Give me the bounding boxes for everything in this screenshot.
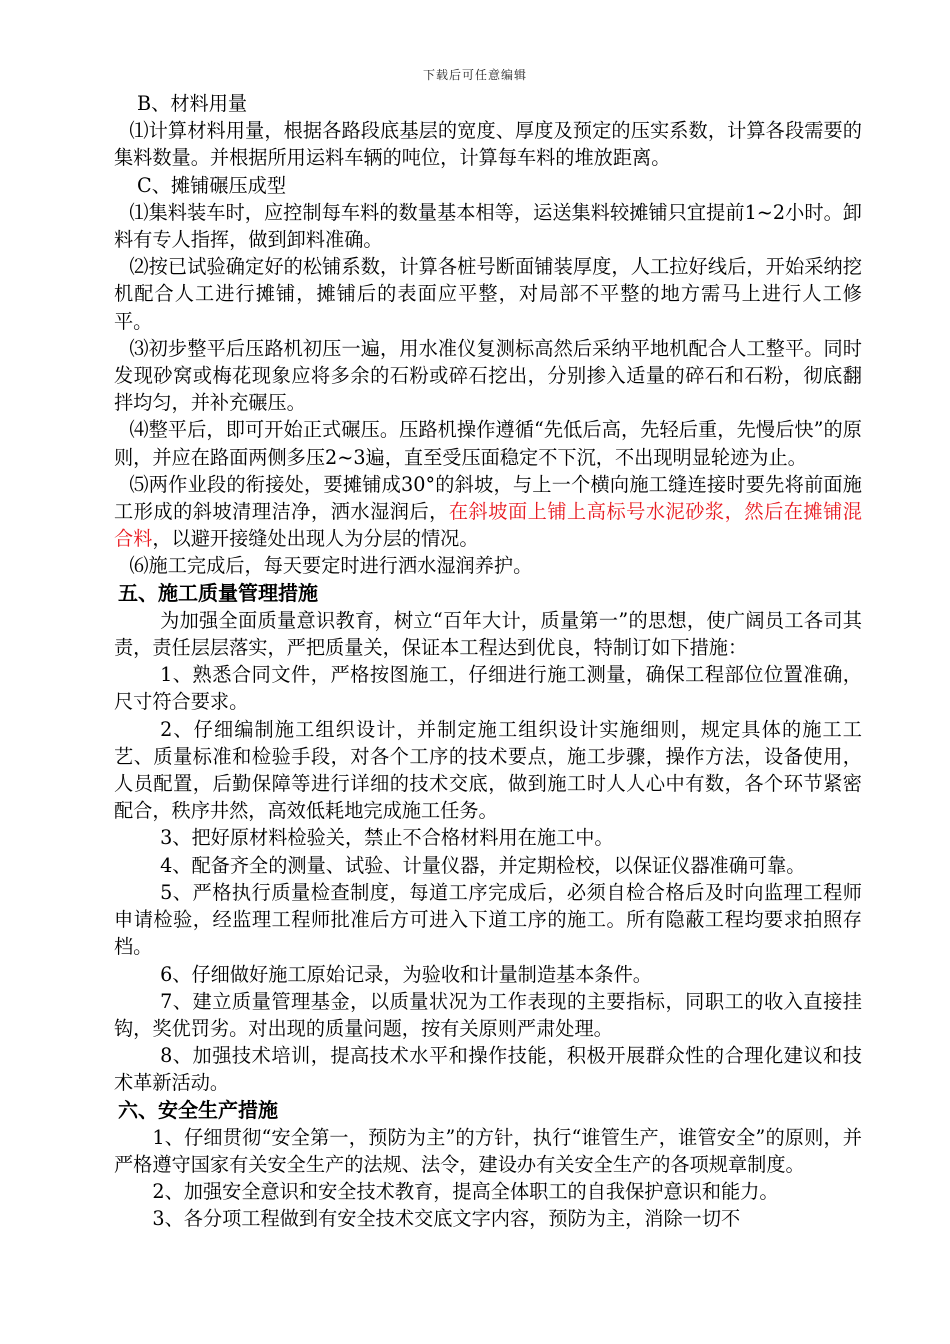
paragraph-c5 bbox=[114, 471, 862, 553]
page-header: 下载后可任意编辑 bbox=[422, 68, 527, 82]
section-6-heading: 六、安全生产措施 bbox=[118, 1097, 278, 1122]
section-5-heading: 五、施工质量管理措施 bbox=[118, 580, 318, 605]
paragraph-q6: 6、仔细做好施工原始记录，为验收和计量制造基本条件。 bbox=[160, 962, 652, 986]
paragraph-q7: 7、建立质量管理基金，以质量状况为工作表现的主要指标，同职工的收入直接挂钩，奖优罚劣。对出现的质量问题，按有关原则严肃处理。 bbox=[114, 989, 862, 1040]
paragraph-q2: 2、仔细编制施工组织设计，并制定施工组织设计实施细则，规定具体的施工工艺、质量标准和检验手段，对各个工序的技术要点，施工步骤，操作方法，设备使用，人员配置，后勤保障等进行详细的技术交底，做到施工时人人心中有数，各个环节紧密配合，秩序井然，高效低耗地完成施工任务。 bbox=[114, 717, 862, 823]
paragraph-c5-part2: ，以避开接缝处出现人为分层的情况。 bbox=[152, 527, 479, 551]
paragraph-c1: ⑴集料装车时，应控制每车料的数量基本相等，运送集料较摊铺只宜提前1~2小时。卸料有专人指挥，做到卸料准确。 bbox=[114, 200, 862, 252]
paragraph-q3: 3、把好原材料检验关，禁止不合格材料用在施工中。 bbox=[160, 826, 614, 850]
subsection-b-title: B、材料用量 bbox=[137, 92, 248, 115]
paragraph-c6: ⑹施工完成后，每天要定时进行洒水湿润养护。 bbox=[129, 554, 533, 578]
paragraph-c3: ⑶初步整平后压路机初压一遍，用水准仪复测标高然后采纳平地机配合人工整平。同时发现砂窝或梅花现象应将多余的石粉或碎石挖出，分别掺入适量的碎石和石粉，彻底翻拌均匀，并补充碾压。 bbox=[114, 336, 862, 415]
paragraph-c4: ⑷整平后，即可开始正式碾压。压路机操作遵循“先低后高，先轻后重，先慢后快”的原则，并应在路面两侧多压2~3遍，直至受压面稳定不下沉，不出现明显轮迹为止。 bbox=[114, 418, 862, 469]
paragraph-b1: ⑴计算材料用量，根据各路段底基层的宽度、厚度及预定的压实系数，计算各段需要的集料数量。并根据所用运料车辆的吨位，计算每车料的堆放距离。 bbox=[114, 119, 862, 170]
paragraph-q1: 1、熟悉合同文件，严格按图施工，仔细进行施工测量，确保工程部位位置准确，尺寸符合要求。 bbox=[114, 663, 862, 714]
paragraph-c2: ⑵按已试验确定好的松铺系数，计算各桩号断面铺装厚度，人工拉好线后，开始采纳挖机配合人工进行摊铺，摊铺后的表面应平整，对局部不平整的地方需马上进行人工修平。 bbox=[114, 255, 862, 333]
paragraph-q0: 为加强全面质量意识教育，树立“百年大计，质量第一”的思想，使广阔员工各司其责，责任层层落实，严把质量关，保证本工程达到优良，特制订如下措施： bbox=[114, 608, 862, 660]
paragraph-s2: 2、加强安全意识和安全技术教育，提高全体职工的自我保护意识和能力。 bbox=[152, 1180, 779, 1204]
paragraph-s3: 3、各分项工程做到有安全技术交底文字内容，预防为主，消除一切不 bbox=[152, 1207, 741, 1231]
paragraph-s1: 1、仔细贯彻“安全第一，预防为主”的方针，执行“谁管生产，谁管安全”的原则，并严格遵守国家有关安全生产的法规、法令，建设办有关安全生产的各项规章制度。 bbox=[114, 1125, 862, 1176]
paragraph-q5: 5、严格执行质量检查制度，每道工序完成后，必须自检合格后及时向监理工程师申请检验，经监理工程师批准后方可进入下道工序的施工。所有隐蔽工程均要求拍照存档。 bbox=[114, 880, 862, 959]
paragraph-c5-part1: ⑸两作业段的衔接处，要摊铺成30°的斜坡，与上一个横向施工缝连接时要先将前面施工形成的斜坡清理洁净，洒水湿润后， bbox=[114, 472, 862, 524]
paragraph-q8: 8、加强技术培训，提高技术水平和操作技能，积极开展群众性的合理化建议和技术革新活动。 bbox=[114, 1044, 862, 1095]
paragraph-c5-highlight: 在斜坡面上铺上高标号水泥砂浆，然后在摊铺混合料 bbox=[114, 500, 862, 551]
subsection-c-title: C、摊铺碾压成型 bbox=[137, 173, 287, 197]
paragraph-q4: 4、配备齐全的测量、试验、计量仪器，并定期检校，以保证仪器准确可靠。 bbox=[160, 853, 806, 877]
document-body bbox=[114, 90, 862, 1233]
